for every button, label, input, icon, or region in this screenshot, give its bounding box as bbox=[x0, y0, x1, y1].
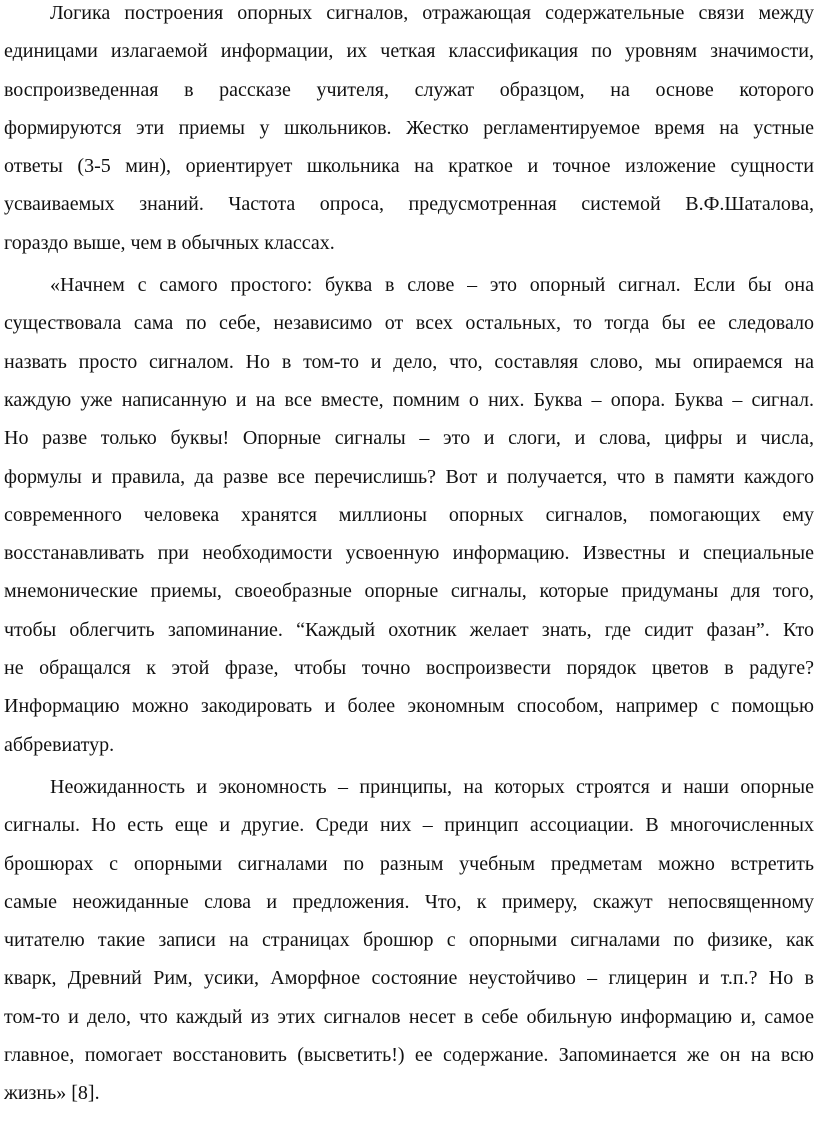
text-line: единицами излагаемой информации, их четкая классификация по уровням значимости, bbox=[4, 40, 814, 63]
text-line: Неожиданность и экономность – принципы, на которых строятся и наши опорные bbox=[50, 775, 814, 798]
text-line: кварк, Древний Рим, усики, Аморфное состояние неустойчиво – глицерин и т.п.? Но в bbox=[4, 967, 814, 990]
text-line: жизнь» [8]. bbox=[4, 1082, 100, 1105]
paragraph-3 bbox=[4, 768, 814, 1113]
text-line: назвать просто сигналом. Но в том-то и дело, что, составляя слово, мы опираемся на bbox=[4, 350, 814, 373]
text-line: ответы (3-5 мин), ориентирует школьника на краткое и точное изложение сущности bbox=[4, 155, 814, 178]
text-line: формируются эти приемы у школьников. Жестко регламентируемое время на устные bbox=[4, 116, 814, 139]
paragraph-1 bbox=[4, 0, 814, 262]
text-line: самые неожиданные слова и предложения. Что, к примеру, скажут непосвященному bbox=[4, 890, 814, 913]
text-line: современного человека хранятся миллионы опорных сигналов, помогающих ему bbox=[4, 503, 814, 526]
text-line: аббревиатур. bbox=[4, 733, 115, 756]
text-line: читателю такие записи на страницах брошюр с опорными сигналами по физике, как bbox=[4, 929, 814, 952]
text-line: усваиваемых знаний. Частота опроса, предусмотренная системой В.Ф.Шаталова, bbox=[4, 193, 814, 216]
paragraph-2 bbox=[4, 266, 814, 764]
text-line: сигналы. Но есть еще и другие. Среди них – принцип ассоциации. В многочисленных bbox=[4, 814, 814, 837]
document-page bbox=[4, 0, 814, 1117]
text-line: «Начнем с самого простого: буква в слове – это опорный сигнал. Если бы она bbox=[50, 274, 814, 297]
text-line: воспроизведенная в рассказе учителя, служат образцом, на основе которого bbox=[4, 78, 814, 101]
text-line: чтобы облегчить запоминание. “Каждый охотник желает знать, где сидит фазан”. Кто bbox=[4, 618, 814, 641]
text-line: каждую уже написанную и на все вместе, помним о них. Буква – опора. Буква – сигнал. bbox=[4, 388, 814, 411]
text-line: главное, помогает восстановить (высветить!) ее содержание. Запоминается же он на всю bbox=[4, 1044, 814, 1067]
text-line: том-то и дело, что каждый из этих сигналов несет в себе обильную информацию и, самое bbox=[4, 1005, 814, 1028]
text-line: формулы и правила, да разве все перечислишь? Вот и получается, что в памяти каждого bbox=[4, 465, 814, 488]
text-line: восстанавливать при необходимости усвоенную информацию. Известны и специальные bbox=[4, 542, 814, 565]
text-line: существовала сама по себе, независимо от всех остальных, то тогда бы ее следовало bbox=[4, 312, 814, 335]
text-line: Информацию можно закодировать и более экономным способом, например с помощью bbox=[4, 695, 814, 718]
text-line: мнемонические приемы, своеобразные опорные сигналы, которые придуманы для того, bbox=[4, 580, 814, 603]
text-line: брошюрах с опорными сигналами по разным учебным предметам можно встретить bbox=[4, 852, 814, 875]
text-line: Логика построения опорных сигналов, отражающая содержательные связи между bbox=[50, 2, 814, 24]
text-line: гораздо выше, чем в обычных классах. bbox=[4, 231, 335, 254]
text-line: не обращался к этой фразе, чтобы точно воспроизвести порядок цветов в радуге? bbox=[4, 657, 814, 680]
text-line: Но разве только буквы! Опорные сигналы – это и слоги, и слова, цифры и числа, bbox=[4, 427, 814, 450]
